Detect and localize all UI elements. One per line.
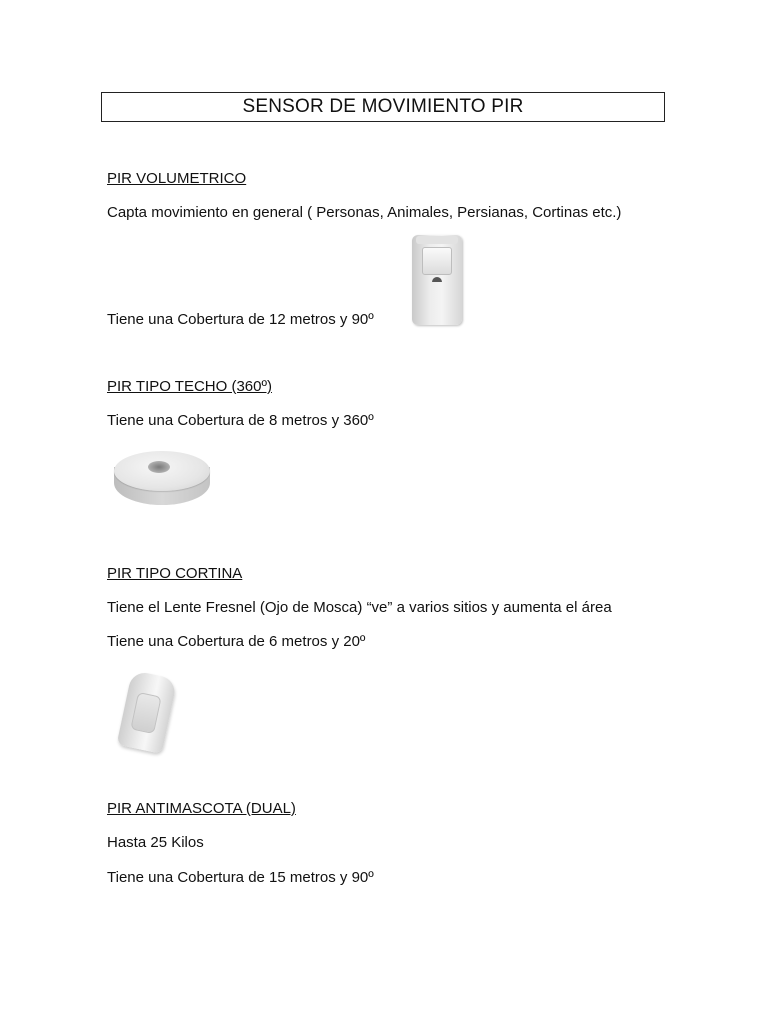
page-title: SENSOR DE MOVIMIENTO PIR — [101, 92, 665, 122]
pir-volumetric-sensor-image — [410, 233, 466, 327]
section-heading-techo: PIR TIPO TECHO (360º) — [107, 378, 272, 395]
section-text: Tiene el Lente Fresnel (Ojo de Mosca) “ve” a varios sitios y aumenta el área — [107, 599, 612, 616]
pir-curtain-sensor-image — [108, 666, 190, 752]
section-text: Tiene una Cobertura de 6 metros y 20º — [107, 633, 366, 650]
section-text: Hasta 25 Kilos — [107, 834, 204, 851]
section-heading-cortina: PIR TIPO CORTINA — [107, 565, 243, 582]
section-text: Tiene una Cobertura de 12 metros y 90º — [107, 311, 374, 328]
section-text: Capta movimiento en general ( Personas, Animales, Persianas, Cortinas etc.) — [107, 204, 622, 221]
section-heading-volumetrico: PIR VOLUMETRICO — [107, 170, 247, 187]
section-text: Tiene una Cobertura de 15 metros y 90º — [107, 869, 374, 886]
section-heading-antimascota: PIR ANTIMASCOTA (DUAL) — [107, 800, 296, 817]
section-text: Tiene una Cobertura de 8 metros y 360º — [107, 412, 374, 429]
pir-ceiling-sensor-image — [110, 445, 214, 511]
